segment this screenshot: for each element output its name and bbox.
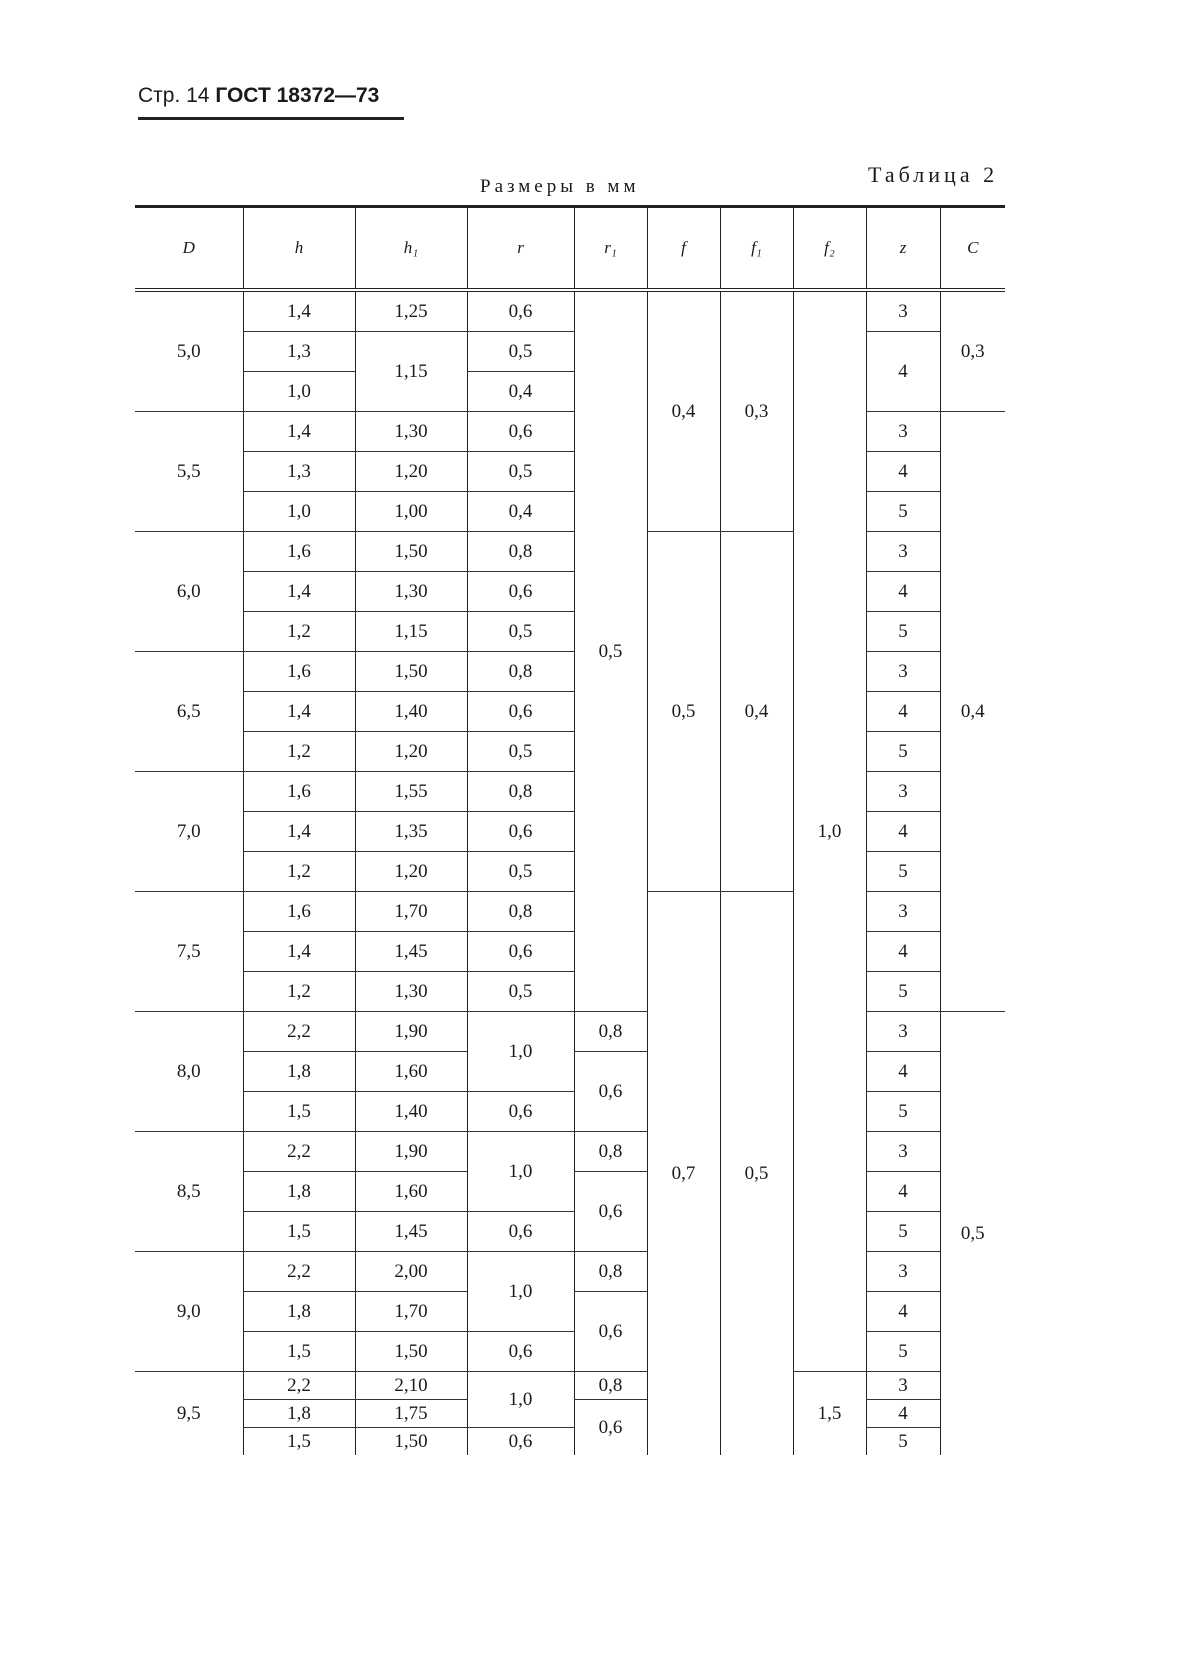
cell-h1: 1,70 bbox=[355, 1292, 467, 1332]
cell-h: 2,2 bbox=[243, 1372, 355, 1400]
cell-z: 4 bbox=[866, 452, 940, 492]
table-row bbox=[135, 1332, 1005, 1372]
cell-h1: 1,30 bbox=[355, 412, 467, 452]
cell-D: 8,0 bbox=[135, 1012, 243, 1132]
table-label: Таблица 2 bbox=[868, 162, 999, 187]
cell-z: 5 bbox=[866, 732, 940, 772]
header-f2: f₂ bbox=[793, 207, 866, 291]
cell-h: 1,3 bbox=[243, 332, 355, 372]
cell-r: 1,0 bbox=[467, 1372, 574, 1428]
cell-f1: 0,3 bbox=[720, 290, 793, 532]
cell-h: 1,6 bbox=[243, 892, 355, 932]
cell-h1: 1,75 bbox=[355, 1400, 467, 1428]
cell-z: 5 bbox=[866, 1332, 940, 1372]
cell-z: 5 bbox=[866, 1092, 940, 1132]
cell-r: 0,4 bbox=[467, 492, 574, 532]
cell-z: 4 bbox=[866, 572, 940, 612]
cell-C: 0,3 bbox=[940, 290, 1005, 412]
cell-h: 1,8 bbox=[243, 1292, 355, 1332]
cell-h1: 1,20 bbox=[355, 732, 467, 772]
standard-number: ГОСТ 18372—73 bbox=[215, 84, 380, 107]
cell-h1: 1,40 bbox=[355, 692, 467, 732]
cell-r: 0,5 bbox=[467, 972, 574, 1012]
cell-h: 1,2 bbox=[243, 972, 355, 1012]
table-row bbox=[135, 492, 1005, 532]
cell-z: 3 bbox=[866, 412, 940, 452]
cell-r: 1,0 bbox=[467, 1012, 574, 1092]
cell-r: 0,6 bbox=[467, 932, 574, 972]
cell-h1: 1,35 bbox=[355, 812, 467, 852]
cell-h1: 1,50 bbox=[355, 532, 467, 572]
cell-z: 3 bbox=[866, 1372, 940, 1400]
cell-r: 0,6 bbox=[467, 1212, 574, 1252]
cell-D: 5,0 bbox=[135, 290, 243, 412]
cell-z: 3 bbox=[866, 772, 940, 812]
cell-h1: 1,00 bbox=[355, 492, 467, 532]
cell-z: 3 bbox=[866, 532, 940, 572]
cell-r: 0,4 bbox=[467, 372, 574, 412]
table-row bbox=[135, 412, 1005, 452]
cell-D: 9,0 bbox=[135, 1252, 243, 1372]
cell-r: 0,5 bbox=[467, 732, 574, 772]
table-row bbox=[135, 1012, 1005, 1052]
cell-r: 0,6 bbox=[467, 1092, 574, 1132]
cell-r: 0,5 bbox=[467, 612, 574, 652]
cell-h: 1,5 bbox=[243, 1332, 355, 1372]
cell-z: 5 bbox=[866, 1428, 940, 1456]
table-row bbox=[135, 1428, 1005, 1456]
cell-r: 0,6 bbox=[467, 1428, 574, 1456]
cell-r: 0,8 bbox=[467, 772, 574, 812]
cell-z: 3 bbox=[866, 290, 940, 332]
cell-D: 8,5 bbox=[135, 1132, 243, 1252]
cell-h: 2,2 bbox=[243, 1252, 355, 1292]
cell-D: 9,5 bbox=[176, 1402, 201, 1424]
table-row bbox=[135, 532, 1005, 572]
table-row bbox=[135, 972, 1005, 1012]
header-row bbox=[135, 207, 1005, 291]
cell-z: 5 bbox=[866, 492, 940, 532]
cell-z: 3 bbox=[866, 1132, 940, 1172]
cell-r: 1,0 bbox=[467, 1132, 574, 1212]
cell-h1: 1,25 bbox=[355, 290, 467, 332]
cell-z: 5 bbox=[866, 612, 940, 652]
cell-f: 0,5 bbox=[647, 532, 720, 892]
table-row bbox=[135, 652, 1005, 692]
cell-C: 0,4 bbox=[940, 412, 1005, 1012]
cell-h: 1,5 bbox=[243, 1092, 355, 1132]
cell-h1: 1,90 bbox=[355, 1132, 467, 1172]
table-row bbox=[135, 290, 1005, 332]
cell-f: 0,4 bbox=[647, 290, 720, 532]
cell-r1: 0,6 bbox=[574, 1292, 647, 1372]
cell-h1: 1,45 bbox=[355, 932, 467, 972]
header-z: z bbox=[866, 207, 940, 291]
cell-z: 4 bbox=[866, 1292, 940, 1332]
cell-h1: 1,15 bbox=[355, 332, 467, 412]
cell-h: 1,5 bbox=[243, 1428, 355, 1456]
cell-z: 4 bbox=[866, 332, 940, 412]
cell-h1: 1,50 bbox=[355, 1428, 467, 1456]
cell-h: 1,4 bbox=[243, 572, 355, 612]
cell-r1: 0,6 bbox=[574, 1052, 647, 1132]
cell-h: 1,4 bbox=[243, 412, 355, 452]
cell-h: 1,5 bbox=[243, 1212, 355, 1252]
cell-h: 1,6 bbox=[243, 532, 355, 572]
cell-C: 0,5 bbox=[940, 1012, 1005, 1456]
table-row bbox=[135, 1372, 1005, 1400]
header-f1: f₁ bbox=[720, 207, 793, 291]
cell-h: 2,2 bbox=[243, 1132, 355, 1172]
table-row bbox=[135, 852, 1005, 892]
cell-D: 6,0 bbox=[135, 532, 243, 652]
cell-h1: 1,60 bbox=[355, 1172, 467, 1212]
cell-z: 3 bbox=[866, 892, 940, 932]
header-r1: r₁ bbox=[574, 207, 647, 291]
cell-h: 1,2 bbox=[243, 612, 355, 652]
cell-h: 2,2 bbox=[243, 1012, 355, 1052]
cell-f2: 1,5 bbox=[793, 1372, 866, 1456]
cell-h1: 1,45 bbox=[355, 1212, 467, 1252]
cell-r: 0,6 bbox=[467, 290, 574, 332]
cell-h: 1,8 bbox=[243, 1172, 355, 1212]
table-row bbox=[135, 1092, 1005, 1132]
header-C: C bbox=[940, 207, 1005, 291]
cell-h1: 1,15 bbox=[355, 612, 467, 652]
cell-z: 5 bbox=[866, 972, 940, 1012]
table-row bbox=[135, 332, 1005, 372]
cell-h1: 2,10 bbox=[355, 1372, 467, 1400]
page-number: Стр. 14 bbox=[138, 84, 210, 107]
cell-h: 1,8 bbox=[243, 1400, 355, 1428]
cell-D: 7,5 bbox=[135, 892, 243, 1012]
cell-h: 1,3 bbox=[243, 452, 355, 492]
cell-h1: 1,55 bbox=[355, 772, 467, 812]
cell-h1: 1,70 bbox=[355, 892, 467, 932]
cell-h1: 1,30 bbox=[355, 972, 467, 1012]
header-rule bbox=[138, 117, 404, 120]
cell-z: 4 bbox=[866, 1172, 940, 1212]
table-row bbox=[135, 612, 1005, 652]
table-row bbox=[135, 1252, 1005, 1292]
dimensions-table bbox=[135, 205, 1005, 1455]
table-row bbox=[135, 732, 1005, 772]
table-row bbox=[135, 1212, 1005, 1252]
cell-r: 0,8 bbox=[467, 532, 574, 572]
cell-h: 1,6 bbox=[243, 652, 355, 692]
cell-h: 1,2 bbox=[243, 852, 355, 892]
cell-f1: 0,5 bbox=[720, 892, 793, 1456]
table-row bbox=[135, 892, 1005, 932]
cell-r: 0,8 bbox=[467, 892, 574, 932]
cell-r: 0,5 bbox=[467, 852, 574, 892]
cell-h: 1,0 bbox=[243, 372, 355, 412]
page-header bbox=[138, 84, 379, 108]
cell-r1: 0,8 bbox=[574, 1372, 647, 1400]
cell-r: 0,5 bbox=[467, 332, 574, 372]
table-row bbox=[135, 452, 1005, 492]
header-f: f bbox=[647, 207, 720, 291]
cell-D: 7,0 bbox=[135, 772, 243, 892]
cell-r: 0,5 bbox=[467, 452, 574, 492]
cell-h1: 1,30 bbox=[355, 572, 467, 612]
cell-r: 0,6 bbox=[467, 1332, 574, 1372]
table-row bbox=[135, 772, 1005, 812]
cell-r: 0,6 bbox=[467, 412, 574, 452]
cell-f2: 1,0 bbox=[793, 290, 866, 1372]
cell-r1: 0,8 bbox=[574, 1012, 647, 1052]
cell-z: 4 bbox=[866, 932, 940, 972]
cell-z: 3 bbox=[866, 1252, 940, 1292]
table-row bbox=[135, 572, 1005, 612]
units-caption: Размеры в мм bbox=[480, 176, 640, 197]
cell-z: 4 bbox=[866, 692, 940, 732]
cell-h1: 2,00 bbox=[355, 1252, 467, 1292]
cell-z: 3 bbox=[866, 652, 940, 692]
table-row bbox=[135, 1132, 1005, 1172]
cell-h1: 1,50 bbox=[355, 652, 467, 692]
cell-D: 5,5 bbox=[135, 412, 243, 532]
cell-r: 0,6 bbox=[467, 692, 574, 732]
cell-h: 1,8 bbox=[243, 1052, 355, 1092]
cell-h1: 1,50 bbox=[355, 1332, 467, 1372]
header-r: r bbox=[467, 207, 574, 291]
cell-h: 1,2 bbox=[243, 732, 355, 772]
cell-h: 1,4 bbox=[243, 290, 355, 332]
cell-h1: 1,20 bbox=[355, 452, 467, 492]
header-h: h bbox=[243, 207, 355, 291]
cell-h1: 1,90 bbox=[355, 1012, 467, 1052]
cell-z: 4 bbox=[866, 1400, 940, 1428]
cell-D: 6,5 bbox=[135, 652, 243, 772]
cell-h: 1,6 bbox=[243, 772, 355, 812]
cell-r1: 0,8 bbox=[574, 1252, 647, 1292]
cell-r1: 0,8 bbox=[574, 1132, 647, 1172]
cell-h: 1,4 bbox=[243, 812, 355, 852]
cell-r1: 0,6 bbox=[574, 1400, 647, 1456]
cell-z: 4 bbox=[866, 1052, 940, 1092]
cell-h1: 1,60 bbox=[355, 1052, 467, 1092]
cell-h1: 1,40 bbox=[355, 1092, 467, 1132]
table-row bbox=[135, 812, 1005, 852]
cell-r1: 0,5 bbox=[574, 290, 647, 1012]
cell-f1: 0,4 bbox=[720, 532, 793, 892]
cell-r: 0,6 bbox=[467, 812, 574, 852]
cell-r: 0,8 bbox=[467, 652, 574, 692]
table-row bbox=[135, 692, 1005, 732]
cell-h: 1,0 bbox=[243, 492, 355, 532]
cell-z: 4 bbox=[866, 812, 940, 852]
header-D: D bbox=[135, 207, 243, 291]
table-row bbox=[135, 932, 1005, 972]
cell-r: 0,6 bbox=[467, 572, 574, 612]
cell-h: 1,4 bbox=[243, 692, 355, 732]
cell-z: 5 bbox=[866, 1212, 940, 1252]
cell-z: 5 bbox=[866, 852, 940, 892]
cell-r1: 0,6 bbox=[574, 1172, 647, 1252]
cell-z: 3 bbox=[866, 1012, 940, 1052]
cell-h: 1,4 bbox=[243, 932, 355, 972]
cell-r: 1,0 bbox=[467, 1252, 574, 1332]
table-body bbox=[135, 290, 1005, 1455]
header-h1: h₁ bbox=[355, 207, 467, 291]
cell-f: 0,7 bbox=[647, 892, 720, 1456]
cell-h1: 1,20 bbox=[355, 852, 467, 892]
